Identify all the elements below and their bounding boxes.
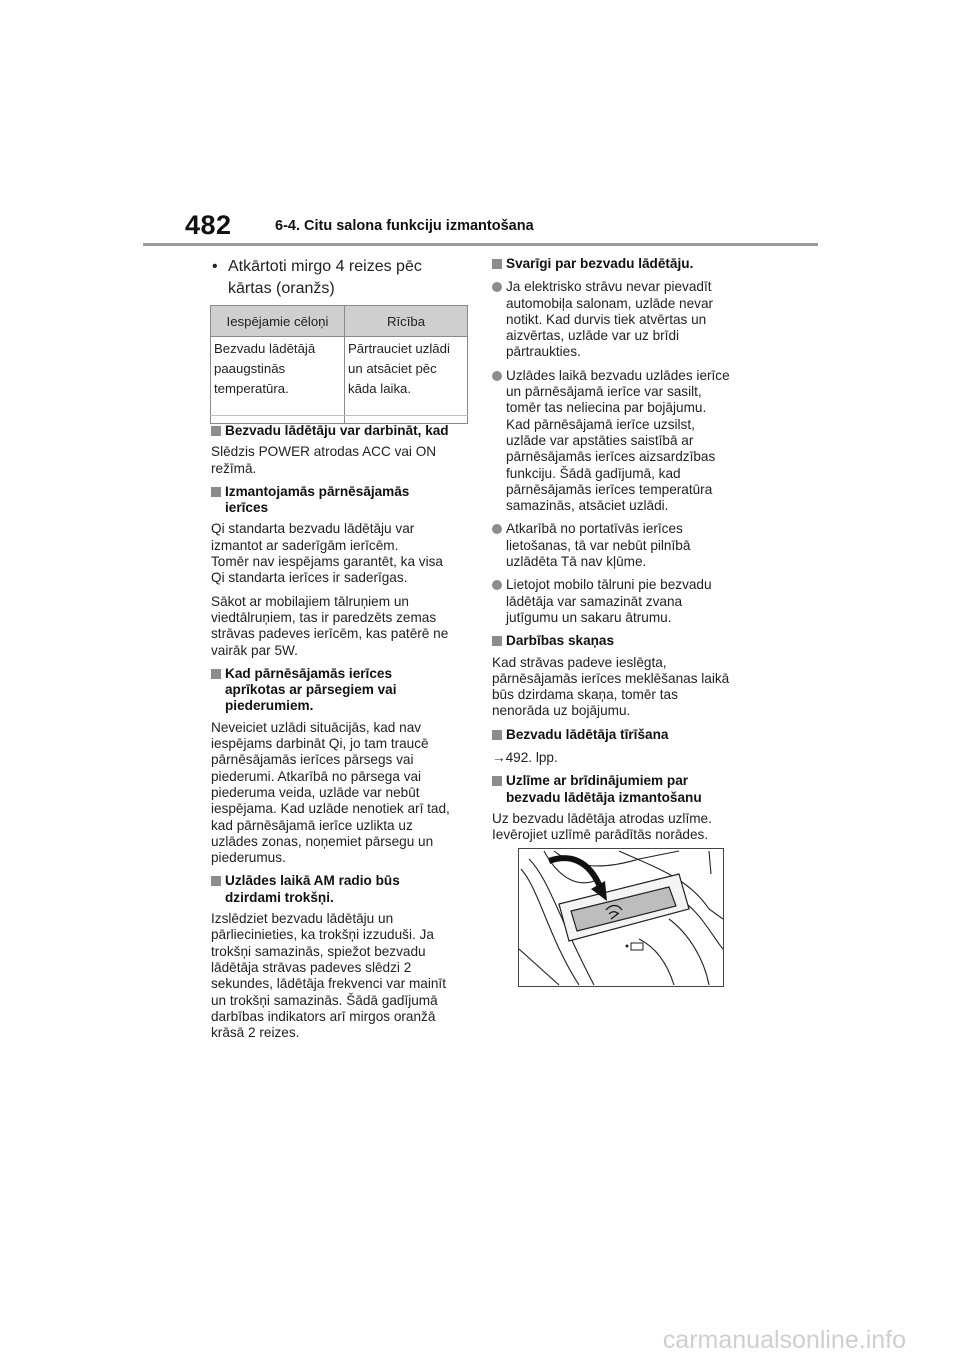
table-header-row [211, 306, 468, 337]
circle-bullet-icon [492, 524, 502, 534]
section-paragraph: Slēdzis POWER atrodas ACC vai ON režīmā. [211, 444, 437, 476]
square-bullet-icon [211, 876, 221, 886]
page-number: 482 [185, 210, 232, 240]
section-heading: Svarīgi par bezvadu lādētāju. [492, 256, 754, 272]
square-bullet-icon [492, 776, 502, 786]
wireless-charger-illustration [518, 848, 724, 987]
table-row [211, 337, 468, 424]
section-heading: Uzlīme ar brīdinājumiem par bezvadu lādētāja izmantošanu [492, 773, 754, 806]
watermark: carmanualsonline.info [662, 1326, 906, 1354]
section-heading: Uzlādes laikā AM radio būs dzirdami trokšņi. [211, 873, 466, 906]
square-bullet-icon [211, 669, 221, 679]
circle-bullet-icon [492, 580, 502, 590]
right-column [492, 256, 754, 844]
section-heading: Bezvadu lādētāju var darbināt, kad [211, 423, 466, 439]
intro-bullet [212, 256, 422, 300]
section-paragraph: Izslēdziet bezvadu lādētāju un pārliecinieties, ka trokšņi izzuduši. Ja trokšņi samazinās, spiežot bezvadu lādētāja strāvas padeves slēdzi 2 sekundes, lādētāja frekvenci var mainīt un trokšņi samazinās. Šādā gadījumā darbības indikators arī mirgos oranžā krāsā 2 reizes. [211, 911, 446, 1041]
section-heading: Izmantojamās pārnēsājamās ierīces [211, 484, 466, 517]
section-heading: Darbības skaņas [492, 633, 754, 649]
table-cell: Pārtrauciet uzlādi un atsāciet pēc kāda laika. [345, 337, 468, 424]
circle-bullet-icon [492, 371, 502, 381]
square-bullet-icon [211, 426, 221, 436]
header-rule [143, 243, 818, 246]
section-paragraph: Uz bezvadu lādētāja atrodas uzlīme. Ievērojiet uzlīmē parādītās norādes. [492, 810, 712, 843]
square-bullet-icon [492, 259, 502, 269]
circle-bullet-icon [492, 282, 502, 292]
section-heading: Kad pārnēsājamās ierīces aprīkotas ar pārsegiem vai piederumiem. [211, 666, 466, 715]
list-item: Lietojot mobilo tālruni pie bezvadu lādētāja var samazināt zvana jutīgumu un sakaru ātrumu. [492, 577, 754, 626]
square-bullet-icon [211, 487, 221, 497]
list-item: Atkarībā no portatīvās ierīces lietošanas, tā var nebūt pilnībā uzlādēta Tā nav kļūme. [492, 521, 754, 570]
section-paragraph: Sākot ar mobilajiem tālruņiem un viedtālruņiem, tas ir paredzēts zemas strāvas padeves ierīcēm, kas patērē ne vairāk par 5W. [211, 593, 449, 658]
section-paragraph: Kad strāvas padeve ieslēgta, pārnēsājamās ierīces meklēšanas laikā būs dzirdama skaņa, tomēr tas nenorāda uz bojājumu. [492, 654, 730, 719]
left-column [211, 423, 466, 1041]
charger-line-drawing-icon [519, 849, 723, 986]
section-title: 6-4. Citu salona funkciju izmantošana [275, 218, 534, 234]
square-bullet-icon [492, 636, 502, 646]
table-cell: Bezvadu lādētājā paaugstinās temperatūra. [211, 337, 345, 424]
list-item: Uzlādes laikā bezvadu uzlādes ierīce un pārnēsājamā ierīce var sasilt, tomēr tas neliecina par bojājumu. Kad pārnēsājamā ierīce uzsilst, uzlāde var apstāties saistībā ar pārnēsājamās ierīces aizsardzības funkciju. Šādā gadījumā, kad pārnēsājamās ierīces temperatūra samazinās, atsāciet uzlādi. [492, 368, 754, 515]
causes-table [210, 305, 468, 424]
section-paragraph: Neveiciet uzlādi situācijās, kad nav iespējams darbināt Qi, jo tam traucē pārnēsājamās ierīces pārsegs vai piederumi. Atkarībā no pārsega vai piederuma veida, uzlāde var nebūt iespējama. Kad uzlāde nenotiek arī tad, kad pārnēsājamā ierīce uzlikta uz uzlādes zonas, noņemiet pārsegu un piederumus. [211, 719, 450, 866]
list-item: Ja elektrisko strāvu nevar pievadīt automobiļa salonam, uzlāde nevar notikt. Kad durvis tiek atvērtas un aizvērtas, uzlāde var uz brīdi pārtraukties. [492, 279, 754, 360]
table-divider [210, 415, 468, 416]
square-bullet-icon [492, 730, 502, 740]
table-header-cell: Iespējamie cēloņi [211, 306, 345, 337]
section-paragraph: Qi standarta bezvadu lādētāju var izmantot ar saderīgām ierīcēm. Tomēr nav iespējams garantēt, ka visa Qi standarta ierīces ir saderīgas. [211, 521, 443, 586]
table-header-cell: Rīcība [345, 306, 468, 337]
intro-bullet-text: • Atkārtoti mirgo 4 reizes pēc kārtas (oranžs) [212, 256, 422, 300]
section-heading: Bezvadu lādētāja tīrīšana [492, 727, 754, 743]
page-reference: →492. lpp. [492, 750, 558, 766]
